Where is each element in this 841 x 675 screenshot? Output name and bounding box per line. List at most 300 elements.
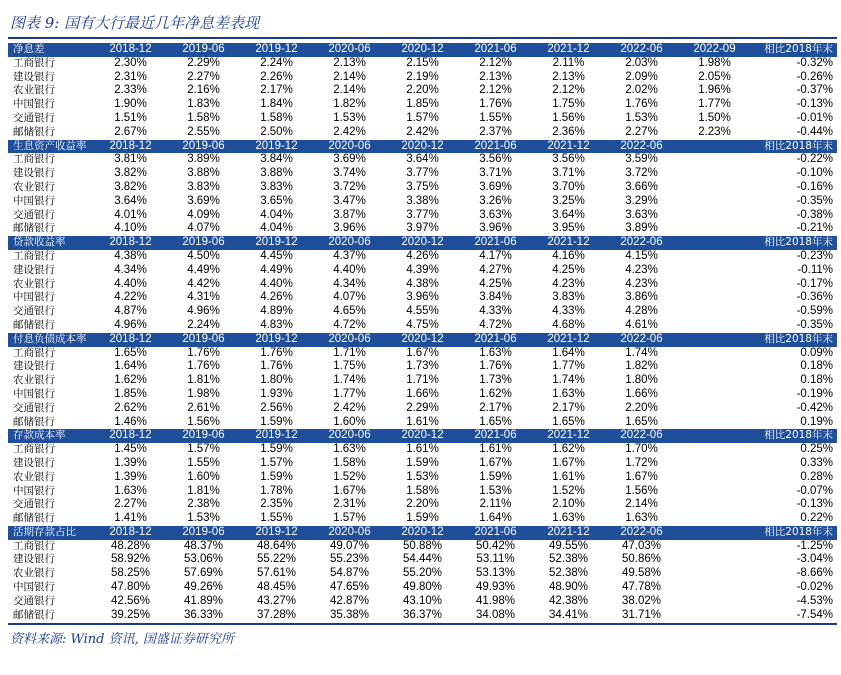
metric-value: 2.55%	[187, 125, 220, 138]
metric-value: 41.89%	[183, 594, 223, 607]
period-header: 2020-12	[386, 140, 459, 154]
change-value: -0.59%	[796, 305, 833, 318]
table-row	[8, 471, 837, 485]
metric-value: 4.28%	[625, 305, 658, 318]
metric-value: 1.57%	[187, 443, 220, 456]
period-header: 2020-12	[386, 429, 459, 443]
metric-value	[678, 457, 751, 471]
metric-value: 3.83%	[260, 180, 293, 193]
metric-value: 1.63%	[114, 484, 147, 497]
metric-value: 49.93%	[475, 581, 515, 594]
metric-value: 2.02%	[625, 84, 658, 97]
period-header: 2020-06	[313, 333, 386, 347]
metric-value: 3.84%	[260, 153, 293, 166]
bank-name: 邮储银行	[13, 318, 55, 331]
metric-value: 1.76%	[260, 360, 293, 373]
metric-value: 1.46%	[114, 415, 147, 428]
metric-value: 49.07%	[329, 539, 369, 552]
metric-value	[678, 388, 751, 402]
table-row	[8, 291, 837, 305]
metric-value: 2.12%	[552, 84, 585, 97]
metric-value: 3.86%	[625, 291, 658, 304]
metric-value: 58.92%	[110, 553, 150, 566]
change-value: -0.38%	[796, 208, 833, 221]
metric-value: 1.39%	[114, 456, 147, 469]
metric-value: 2.19%	[406, 70, 439, 83]
change-value: -0.42%	[796, 401, 833, 414]
metric-value: 1.58%	[260, 111, 293, 124]
metric-value: 1.53%	[187, 512, 220, 525]
metric-value: 3.88%	[260, 167, 293, 180]
metric-value: 4.04%	[260, 222, 293, 235]
change-value: -0.07%	[796, 484, 833, 497]
metric-value: 1.56%	[552, 111, 585, 124]
table-row	[8, 98, 837, 112]
metric-value: 1.83%	[187, 98, 220, 111]
metric-value: 1.70%	[625, 443, 658, 456]
bank-name: 工商银行	[13, 539, 55, 552]
change-value: 0.18%	[800, 374, 833, 387]
metric-value: 4.10%	[114, 222, 147, 235]
period-header: 2019-06	[167, 43, 240, 57]
metric-value: 1.66%	[406, 387, 439, 400]
metric-value	[678, 291, 751, 305]
metric-value: 1.98%	[187, 387, 220, 400]
period-header: 2021-06	[459, 333, 532, 347]
metric-value: 1.51%	[114, 111, 147, 124]
metric-value: 1.82%	[333, 98, 366, 111]
period-header: 2020-12	[386, 236, 459, 250]
change-value: -0.23%	[796, 249, 833, 262]
metric-value: 2.12%	[479, 56, 512, 69]
metric-value: 1.56%	[187, 415, 220, 428]
period-header	[678, 236, 751, 250]
bank-name: 工商银行	[13, 249, 55, 262]
metric-value: 1.45%	[114, 443, 147, 456]
metric-value: 54.44%	[402, 553, 442, 566]
metric-value: 34.08%	[475, 608, 515, 621]
metric-value: 2.09%	[625, 70, 658, 83]
period-header: 2020-06	[313, 526, 386, 540]
metric-value: 3.63%	[479, 208, 512, 221]
metric-value: 3.87%	[333, 208, 366, 221]
period-header: 2020-12	[386, 333, 459, 347]
metric-value: 4.72%	[479, 318, 512, 331]
metric-value: 1.53%	[406, 470, 439, 483]
bank-name: 邮储银行	[13, 608, 55, 621]
metric-value: 1.59%	[406, 512, 439, 525]
metric-value: 1.77%	[698, 98, 731, 111]
metric-value: 1.58%	[187, 111, 220, 124]
metric-value: 1.67%	[479, 456, 512, 469]
metric-value: 3.89%	[625, 222, 658, 235]
metric-value: 3.38%	[406, 194, 439, 207]
metric-value: 2.31%	[333, 498, 366, 511]
period-header: 2022-06	[605, 429, 678, 443]
metric-value: 1.58%	[333, 456, 366, 469]
metric-value: 3.89%	[187, 153, 220, 166]
metric-value: 1.76%	[260, 346, 293, 359]
metric-value: 1.85%	[406, 98, 439, 111]
change-value: -0.35%	[796, 194, 833, 207]
metric-value: 1.73%	[479, 374, 512, 387]
metric-value: 2.05%	[698, 70, 731, 83]
metric-value: 4.16%	[552, 249, 585, 262]
change-value: -1.25%	[796, 539, 833, 552]
metric-value: 2.27%	[187, 70, 220, 83]
metric-value: 1.72%	[625, 456, 658, 469]
metric-value: 55.23%	[329, 553, 369, 566]
metric-value: 4.34%	[114, 263, 147, 276]
metric-value: 4.96%	[114, 318, 147, 331]
metric-value	[678, 305, 751, 319]
period-header: 2019-06	[167, 140, 240, 154]
metric-value	[678, 360, 751, 374]
change-value: -8.66%	[796, 567, 833, 580]
bank-name: 中国银行	[13, 387, 55, 400]
metric-value: 1.62%	[114, 374, 147, 387]
metric-value	[678, 567, 751, 581]
change-value: -0.10%	[796, 167, 833, 180]
section-header-row	[8, 236, 837, 250]
change-value: 0.09%	[800, 346, 833, 359]
metric-value: 1.81%	[187, 484, 220, 497]
change-value: -7.54%	[796, 608, 833, 621]
metric-value: 55.22%	[256, 553, 296, 566]
table-row	[8, 264, 837, 278]
metric-value	[678, 250, 751, 264]
metric-value: 3.69%	[187, 194, 220, 207]
period-header: 2019-12	[240, 140, 313, 154]
metric-value: 4.34%	[333, 277, 366, 290]
period-header	[678, 429, 751, 443]
metric-value: 1.53%	[625, 111, 658, 124]
metric-value: 3.65%	[260, 194, 293, 207]
change-value: -0.19%	[796, 387, 833, 400]
period-header: 2020-06	[313, 140, 386, 154]
period-header: 2021-12	[532, 429, 605, 443]
bank-name: 工商银行	[13, 153, 55, 166]
metric-value: 42.56%	[110, 594, 150, 607]
change-value: 0.19%	[800, 415, 833, 428]
metric-value: 1.65%	[625, 415, 658, 428]
metric-value: 2.33%	[114, 84, 147, 97]
metric-value: 4.40%	[114, 277, 147, 290]
metric-value: 3.72%	[333, 180, 366, 193]
metric-value: 2.20%	[625, 401, 658, 414]
table-row	[8, 595, 837, 609]
bank-name: 交通银行	[13, 305, 55, 318]
metric-value: 1.93%	[260, 387, 293, 400]
metric-value: 1.63%	[333, 443, 366, 456]
metric-value: 3.83%	[187, 180, 220, 193]
table-row	[8, 181, 837, 195]
metric-value: 4.07%	[187, 222, 220, 235]
metric-value: 4.49%	[260, 263, 293, 276]
metric-value: 2.14%	[333, 84, 366, 97]
table-row	[8, 360, 837, 374]
period-header: 2019-06	[167, 333, 240, 347]
bank-name: 邮储银行	[13, 512, 55, 525]
period-header: 2022-06	[605, 43, 678, 57]
metric-value: 2.16%	[187, 84, 220, 97]
change-value: -0.35%	[796, 318, 833, 331]
metric-value: 48.90%	[548, 581, 588, 594]
change-value: -0.21%	[796, 222, 833, 235]
period-header: 2018-12	[94, 526, 167, 540]
metric-value: 3.69%	[333, 153, 366, 166]
metric-value: 4.09%	[187, 208, 220, 221]
metric-value	[678, 540, 751, 554]
metric-value: 1.50%	[698, 111, 731, 124]
metric-value: 48.45%	[256, 581, 296, 594]
change-value: 0.22%	[800, 512, 833, 525]
change-value: -0.11%	[797, 263, 833, 276]
period-header	[678, 140, 751, 154]
metric-value: 1.77%	[552, 360, 585, 373]
metric-value: 3.29%	[625, 194, 658, 207]
bank-name: 工商银行	[13, 443, 55, 456]
section-title: 生息资产收益率	[8, 140, 94, 154]
metric-value: 2.42%	[333, 125, 366, 138]
table-row	[8, 112, 837, 126]
metric-value: 2.31%	[114, 70, 147, 83]
metric-value: 47.03%	[621, 539, 661, 552]
metric-value: 3.70%	[552, 180, 585, 193]
table-row	[8, 443, 837, 457]
section-title: 净息差	[8, 43, 94, 57]
metric-value: 2.23%	[698, 125, 731, 138]
change-value: -0.16%	[796, 180, 833, 193]
bank-name: 中国银行	[13, 581, 55, 594]
bank-name: 农业银行	[13, 470, 55, 483]
period-header: 2019-12	[240, 43, 313, 57]
bank-name: 交通银行	[13, 208, 55, 221]
metric-value: 1.59%	[406, 456, 439, 469]
metric-value: 4.37%	[333, 249, 366, 262]
metric-value: 4.75%	[406, 318, 439, 331]
metric-value: 2.14%	[333, 70, 366, 83]
table-row	[8, 319, 837, 333]
metric-value: 1.98%	[698, 56, 731, 69]
metric-value: 1.41%	[114, 512, 147, 525]
metric-value: 1.85%	[114, 387, 147, 400]
metric-value: 1.80%	[625, 374, 658, 387]
period-header: 2020-06	[313, 43, 386, 57]
metric-value: 1.59%	[479, 470, 512, 483]
table-row	[8, 540, 837, 554]
bank-name: 中国银行	[13, 291, 55, 304]
metric-value: 47.65%	[329, 581, 369, 594]
bank-name: 邮储银行	[13, 222, 55, 235]
metric-value: 1.90%	[114, 98, 147, 111]
metric-value: 4.55%	[406, 305, 439, 318]
metric-value: 2.37%	[479, 125, 512, 138]
metric-value: 1.65%	[479, 415, 512, 428]
metric-value: 1.65%	[552, 415, 585, 428]
metric-value: 3.71%	[479, 167, 512, 180]
metric-value: 3.66%	[625, 180, 658, 193]
metric-value: 2.30%	[114, 56, 147, 69]
metric-value	[678, 181, 751, 195]
metric-value: 1.52%	[552, 484, 585, 497]
metric-value: 34.41%	[548, 608, 588, 621]
metric-value: 1.82%	[625, 360, 658, 373]
metric-value: 48.64%	[256, 539, 296, 552]
metric-value: 2.15%	[406, 56, 439, 69]
metric-value: 1.71%	[406, 374, 439, 387]
bank-name: 交通银行	[13, 401, 55, 414]
period-header: 2022-06	[605, 526, 678, 540]
metric-value: 4.65%	[333, 305, 366, 318]
metric-value: 2.27%	[625, 125, 658, 138]
metric-value: 53.13%	[475, 567, 515, 580]
metric-value: 50.86%	[621, 553, 661, 566]
metric-value: 3.64%	[114, 194, 147, 207]
change-value: 0.25%	[800, 443, 833, 456]
period-header: 2020-12	[386, 526, 459, 540]
metric-value: 49.80%	[402, 581, 442, 594]
table-row	[8, 416, 837, 430]
metric-value: 1.75%	[333, 360, 366, 373]
metric-value: 47.78%	[621, 581, 661, 594]
metric-value: 2.42%	[406, 125, 439, 138]
metric-value: 3.96%	[479, 222, 512, 235]
bank-name: 建设银行	[13, 360, 55, 373]
metric-value: 4.89%	[260, 305, 293, 318]
metric-value: 1.76%	[187, 360, 220, 373]
metric-value: 1.57%	[333, 512, 366, 525]
period-header: 2019-12	[240, 526, 313, 540]
metric-value: 49.55%	[548, 539, 588, 552]
figure-title: 图表 9: 国有大行最近几年净息差表现	[10, 14, 260, 32]
change-header: 相比2018年末	[751, 429, 837, 443]
metric-value: 3.26%	[479, 194, 512, 207]
metric-value: 4.07%	[333, 291, 366, 304]
metric-value: 3.83%	[552, 291, 585, 304]
metric-value: 42.87%	[329, 594, 369, 607]
bank-name: 邮储银行	[13, 125, 55, 138]
table-row	[8, 167, 837, 181]
bank-name: 交通银行	[13, 111, 55, 124]
table-row	[8, 195, 837, 209]
metric-value: 1.59%	[260, 415, 293, 428]
bank-name: 交通银行	[13, 594, 55, 607]
metric-value	[678, 471, 751, 485]
metric-value: 2.17%	[552, 401, 585, 414]
metric-value: 1.77%	[333, 387, 366, 400]
metric-value: 1.55%	[187, 456, 220, 469]
metric-value: 4.33%	[552, 305, 585, 318]
metric-value: 1.74%	[333, 374, 366, 387]
bank-name: 中国银行	[13, 194, 55, 207]
metric-value: 4.33%	[479, 305, 512, 318]
metric-value: 1.53%	[333, 111, 366, 124]
metric-value: 2.11%	[552, 56, 585, 69]
metric-value: 4.26%	[260, 291, 293, 304]
metric-value: 47.80%	[110, 581, 150, 594]
change-value: -0.13%	[796, 498, 833, 511]
table-row	[8, 553, 837, 567]
section-title: 存款成本率	[8, 429, 94, 443]
period-header: 2021-06	[459, 429, 532, 443]
section-header-row	[8, 140, 837, 154]
metric-value: 2.13%	[552, 70, 585, 83]
change-value: -0.17%	[796, 277, 833, 290]
source-note: 资料来源: Wind 资讯, 国盛证券研究所	[10, 632, 234, 647]
metric-value: 3.56%	[479, 153, 512, 166]
metric-value: 2.62%	[114, 401, 147, 414]
metric-value: 57.69%	[183, 567, 223, 580]
change-header: 相比2018年末	[751, 236, 837, 250]
metric-value: 43.10%	[402, 594, 442, 607]
metric-value: 3.56%	[552, 153, 585, 166]
metric-value: 48.37%	[183, 539, 223, 552]
metric-value	[678, 498, 751, 512]
table-row	[8, 71, 837, 85]
change-value: -0.37%	[796, 84, 833, 97]
metric-value: 2.42%	[333, 401, 366, 414]
table-row	[8, 567, 837, 581]
period-header: 2018-12	[94, 333, 167, 347]
metric-value: 52.38%	[548, 553, 588, 566]
metric-value: 1.63%	[479, 346, 512, 359]
metric-value	[678, 581, 751, 595]
table-row	[8, 498, 837, 512]
metric-value: 2.27%	[114, 498, 147, 511]
metric-value: 3.88%	[187, 167, 220, 180]
metric-value: 1.62%	[479, 387, 512, 400]
metric-value: 38.02%	[621, 594, 661, 607]
metric-value: 2.35%	[260, 498, 293, 511]
change-value: -4.53%	[796, 594, 833, 607]
period-header: 2021-12	[532, 236, 605, 250]
metric-value: 3.77%	[406, 208, 439, 221]
metric-value: 3.96%	[333, 222, 366, 235]
metric-value: 1.57%	[406, 111, 439, 124]
period-header: 2019-06	[167, 429, 240, 443]
metric-value: 4.40%	[260, 277, 293, 290]
metric-value: 4.31%	[187, 291, 220, 304]
change-value: -0.44%	[796, 125, 833, 138]
metric-value: 2.12%	[479, 84, 512, 97]
bank-name: 农业银行	[13, 84, 55, 97]
metric-value	[678, 264, 751, 278]
metric-value: 55.20%	[402, 567, 442, 580]
period-header	[678, 526, 751, 540]
metric-value: 1.63%	[552, 387, 585, 400]
metric-value: 4.25%	[479, 277, 512, 290]
metric-value: 53.11%	[476, 553, 515, 566]
metric-value: 1.78%	[260, 484, 293, 497]
metric-value: 1.55%	[479, 111, 512, 124]
section-header-row	[8, 526, 837, 540]
table-row	[8, 153, 837, 167]
period-header: 2018-12	[94, 236, 167, 250]
metric-value: 36.37%	[402, 608, 442, 621]
metric-value: 2.24%	[187, 318, 220, 331]
period-header: 2019-12	[240, 333, 313, 347]
change-header: 相比2018年末	[751, 333, 837, 347]
metric-value: 58.25%	[110, 567, 150, 580]
change-value: 0.18%	[800, 360, 833, 373]
metric-value: 4.23%	[552, 277, 585, 290]
metric-value: 4.42%	[187, 277, 220, 290]
table-row	[8, 57, 837, 71]
table-row	[8, 374, 837, 388]
metric-value	[678, 278, 751, 292]
metric-value: 49.26%	[183, 581, 223, 594]
